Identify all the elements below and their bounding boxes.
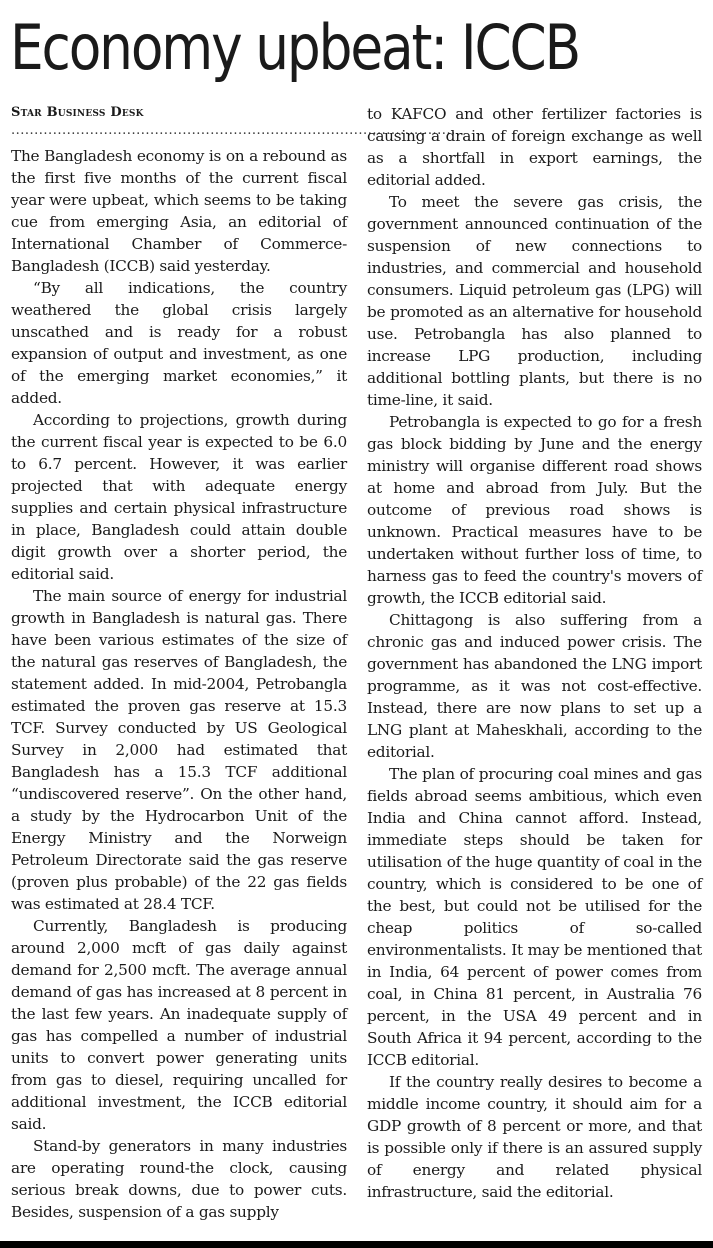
paragraph-growth-projections: According to projections, growth during the current fiscal year is expected to be 6.0 to 6.7 percent. However, it was earlier projected that with adequate energy supplies and certain physical infrastructure in place, Bangladesh could attain double digit growth over a shorter period, the editorial said. — [11, 411, 347, 583]
byline: Star Business Desk — [11, 105, 144, 120]
byline-separator: ................................................................................................ — [11, 123, 456, 138]
paragraph-gas-production: Currently, Bangladesh is producing around 2,000 mcft of gas daily against demand for 2,500 mcft. The average annual demand of gas has increased at 8 percent in the last few years. An inadequate supply of gas has compelled a number of industrial units to convert power generating units from gas to diesel, requiring uncalled for additional investment, the ICCB editorial said. — [11, 917, 347, 1133]
paragraph-petrobangla-bidding: Petrobangla is expected to go for a fresh gas block bidding by June and the energy ministry will organise different road shows at home and abroad from July. But the outcome of previous road shows is unknown. Practical measures have to be undertaken without further loss of time, to harness gas to feed the country's movers of growth, the ICCB editorial said. — [367, 413, 702, 607]
article-column-right — [367, 103, 702, 1241]
paragraph-natural-gas-reserves: The main source of energy for industrial growth in Bangladesh is natural gas. There have been various estimates of the size of the natural gas reserves of Bangladesh, the statement added. In mid-2004, Petrobangla estimated the proven gas reserve at 15.3 TCF. Survey conducted by US Geological Survey in 2,000 had estimated that Bangladesh has a 15.3 TCF additional “undiscovered reserve”. On the other hand, a study by the Hydrocarbon Unit of the Energy Ministry and the Norweign Petroleum Directorate said the gas reserve (proven plus probable) of the 22 gas fields was estimated at 28.4 TCF. — [11, 587, 347, 913]
paragraph-chittagong-crisis: Chittagong is also suffering from a chronic gas and induced power crisis. The government has abandoned the LNG import programme, as it was not cost-effective. Instead, there are now plans to set up a LNG plant at Maheskhali, according to the editorial. — [367, 611, 702, 761]
paragraph-gas-crisis-measures: To meet the severe gas crisis, the government announced continuation of the suspension of new connections to industries, and commercial and household consumers. Liquid petroleum gas (LPG) will be promoted as an alternative for household use. Petrobangla has also planned to increase LPG production, including additional bottling plants, but there is no time-line, it said. — [367, 193, 702, 409]
paragraph-weathered-crisis: “By all indications, the country weathered the global crisis largely unscathed and is ready for a robust expansion of output and investment, as one of the emerging market economies,” it added. — [11, 279, 347, 407]
paragraph-standby-generators-part2: to KAFCO and other fertilizer factories is causing a drain of foreign exchange as well as a shortfall in export earnings, the editorial added. — [367, 105, 702, 189]
paragraph-standby-generators-part1: Stand-by generators in many industries are operating round-the clock, causing serious break downs, due to power cuts. Besides, suspension of a gas supply — [11, 1137, 347, 1221]
headline: Economy upbeat: ICCB — [10, 11, 580, 84]
bottom-border — [0, 1241, 713, 1248]
article-column-left — [11, 103, 456, 1241]
paragraph-coal-utilisation: The plan of procuring coal mines and gas fields abroad seems ambitious, which even India and China cannot afford. Instead, immediate steps should be taken for utilisation of the huge quantity of coal in the country, which is considered to be one of the best, but could not be utilised for the cheap politics of so-called environmentalists. It may be mentioned that in India, 64 percent of power comes from coal, in China 81 percent, in Australia 76 percent, in the USA 49 percent and in South Africa it 94 percent, according to the ICCB editorial. — [367, 765, 702, 1069]
paragraph-intro: The Bangladesh economy is on a rebound as the first five months of the current fiscal year were upbeat, which seems to be taking cue from emerging Asia, an editorial of International Chamber of Commerce-Bangladesh (ICCB) said yesterday. — [11, 147, 347, 275]
paragraph-conclusion: If the country really desires to become a middle income country, it should aim for a GDP growth of 8 percent or more, and that is possible only if there is an assured supply of energy and related physical infrastructure, said the editorial. — [367, 1073, 702, 1201]
